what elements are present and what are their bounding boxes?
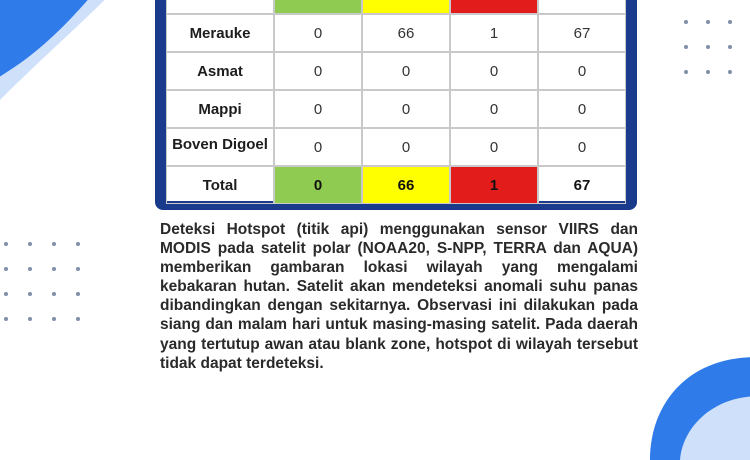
value-cell: 67 bbox=[538, 14, 626, 52]
hotspot-table-frame bbox=[155, 0, 637, 210]
value-cell: 0 bbox=[274, 128, 362, 166]
value-cell: 1 bbox=[450, 14, 538, 52]
total-value: 66 bbox=[362, 166, 450, 204]
table-row-total bbox=[166, 166, 626, 204]
region-name: Boven Digoel bbox=[166, 128, 274, 166]
value-cell: 0 bbox=[538, 52, 626, 90]
table-row bbox=[166, 52, 626, 90]
value-cell: 0 bbox=[362, 90, 450, 128]
hotspot-table bbox=[166, 0, 626, 201]
header-cell-red bbox=[450, 0, 538, 14]
value-cell: 0 bbox=[450, 128, 538, 166]
total-value: 0 bbox=[274, 166, 362, 204]
value-cell: 0 bbox=[538, 90, 626, 128]
total-label: Total bbox=[166, 166, 274, 204]
table-row-colored-header bbox=[166, 0, 626, 14]
value-cell: 0 bbox=[538, 128, 626, 166]
table-row bbox=[166, 90, 626, 128]
total-value: 1 bbox=[450, 166, 538, 204]
region-name: Asmat bbox=[166, 52, 274, 90]
decorative-dots-mid-left bbox=[4, 242, 80, 321]
value-cell: 0 bbox=[274, 90, 362, 128]
description-paragraph: Deteksi Hotspot (titik api) menggunakan sensor VIIRS dan MODIS pada satelit polar (NOAA20, S-NPP, TERRA dan AQUA) memberikan gambaran lokasi wilayah yang mengalami kebakaran hutan. Satelit akan mendeteksi anomali suhu panas dibandingkan dengan sekitarnya. Observasi ini dilakukan pada siang dan malam hari untuk masing-masing satelit. Pada daerah yang tertutup awan atau blank zone, hotspot di wilayah tersebut tidak dapat terdeteksi. bbox=[160, 221, 638, 372]
total-value: 67 bbox=[538, 166, 626, 204]
table-row bbox=[166, 128, 626, 166]
value-cell: 0 bbox=[362, 128, 450, 166]
value-cell: 66 bbox=[362, 14, 450, 52]
header-cell-yellow bbox=[362, 0, 450, 14]
value-cell: 0 bbox=[362, 52, 450, 90]
value-cell: 0 bbox=[450, 90, 538, 128]
region-name: Mappi bbox=[166, 90, 274, 128]
value-cell: 0 bbox=[274, 14, 362, 52]
header-cell-green bbox=[274, 0, 362, 14]
decorative-blob-top-left bbox=[0, 0, 140, 120]
value-cell: 0 bbox=[274, 52, 362, 90]
table-row bbox=[166, 14, 626, 52]
region-name: Merauke bbox=[166, 14, 274, 52]
value-cell: 0 bbox=[450, 52, 538, 90]
decorative-blob-bottom-right bbox=[620, 340, 750, 460]
decorative-dots-top-right bbox=[684, 20, 750, 74]
